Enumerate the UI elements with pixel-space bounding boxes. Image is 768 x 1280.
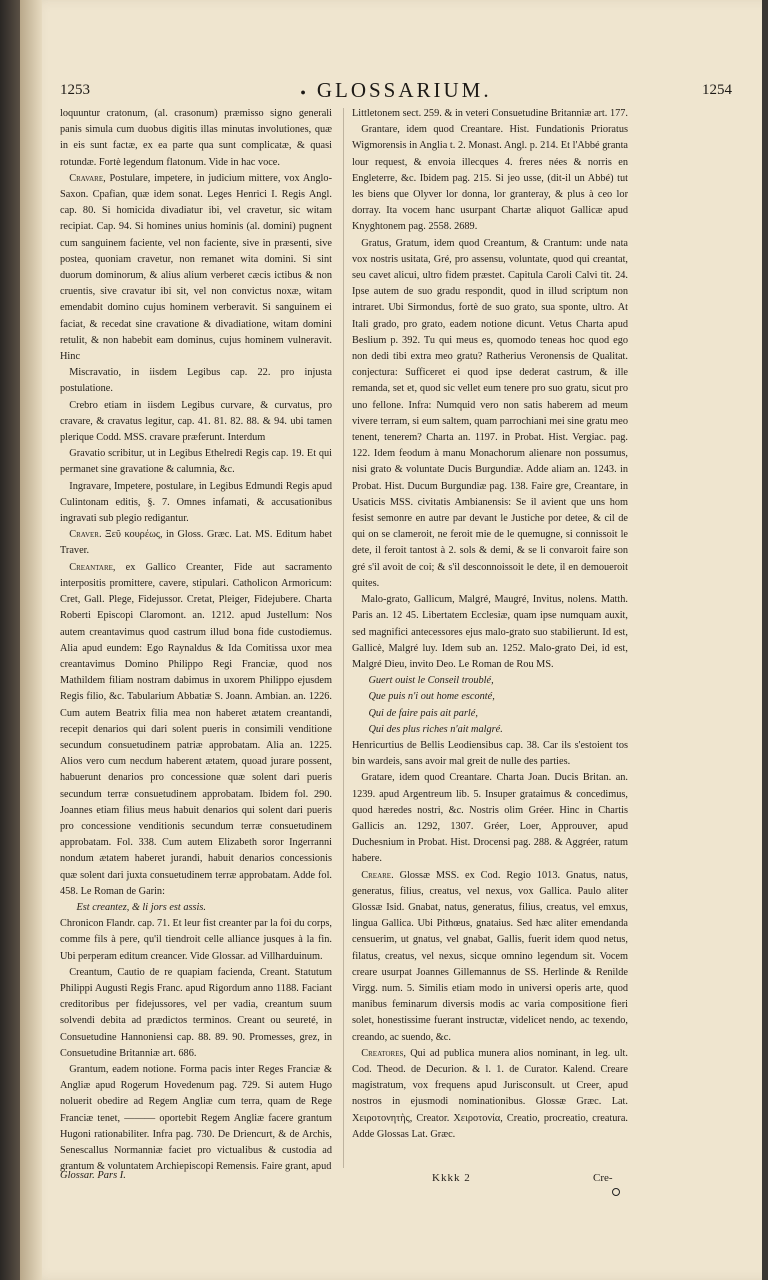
glossary-entry bbox=[352, 1046, 628, 1143]
gathering-signature: Kkkk 2 bbox=[432, 1172, 471, 1184]
entry-text: . Ξεῦ κουρέως, in Gloss. Græc. Lat. MS. Editum habet Traver. bbox=[60, 529, 332, 557]
entry-text: . Glossæ MSS. ex Cod. Regio 1013. Gnatus, natus, generatus, filius, creatus, vel nexus, vox Gallica. Paulo aliter Glossæ Isid. Gnabat, natus, generatus, filius, creatus, vel emxus, lingua Gallica. Ubi Pithœus, gnataius. Sed hæc aliter emendanda censuerim, ut gnatus, vel gnabat, Gallis, fuerit idem quod netus, filatus, creatus, vel nexus, sicque omnino legendum sit. Vocem creare usurpat Joannes Gillemannus de SS. Herlinde & Renilde Virgg. num. 5. Similis etiam modo in universi operis arte, quod manibus feminarum diversis modis ac varia compositione fieri solet, honestissime fuerant instructæ, videlicet nendo, ac texendo, creando, ac suendo, &c. bbox=[352, 869, 628, 1043]
text-paragraph: Chronicon Flandr. cap. 71. Et leur fist creanter par la foi du corps, comme fils à pere, qu'il tiendroit celle alliance jusques à la fin. Ubi perperam editum creancer. Vide Glossar. ad Villharduinum. bbox=[60, 918, 332, 962]
book-edge bbox=[0, 0, 20, 1280]
ornament-dot-icon: ● bbox=[300, 87, 309, 98]
page-title: GLOSSARIUM. bbox=[316, 78, 492, 102]
glossary-entry bbox=[60, 560, 332, 900]
running-head bbox=[60, 78, 732, 103]
entry-text: , ex Gallico Creanter, Fide aut sacramento interpositis promittere, cavere, stipulari. Catholicon Armoricum: Cret, Gall. Plege, Fidejussor. Cretat, Pleiger, Fidejubere. Charta Roberti Episcopi Claromont. an. 1212. apud Justellum: Nos autem creantavimus quod castrum illud bona fide custodiemus. Alia apud eundem: Ego Raynaldus & Ida Comitissa uxor mea creantavimus Domino Philippo Regi Franciæ, quod nos Mathildem filiam nostram dabimus in uxorem Philippo ejusdem Regis filio, &c. Tabularium Abbatiæ S. Joann. Ambian. an. 1226. Cum autem Beatrix filia mea non haberet ætatem creantandi, recepit denarios qui dari solent pueris in consimili venditione secundum consuetudinem patriæ approbatam. Alia an. 1225. Alios vero cum necdum haberent ætatem, quoad jurare possent, habuerunt denarios pro concessione quæ solent dari pueris secundum terræ consuetudinem approbatam. Ibidem fol. 290. Joannes etiam filius meus habuit denarios qui solent dari pueris pro concessione venditionis secundum terræ consuetudinem approbatam. Fol. 338. Cum autem Elizabeth soror Ingerranni nondum ætatem haberet jurandi, habuit denarios concessionis quæ solent dari juxta consuetudinem terræ approbatam. Adde fol. 458. Le Roman de Garin: bbox=[60, 561, 332, 897]
verse-line: Qui de faire pais ait parlé, bbox=[368, 707, 478, 719]
text-paragraph: Grantare, idem quod Creantare. Hist. Fundationis Prioratus Wigmorensis in Anglia t. 2. Monast. Angl. p. 214. Et l'Abbé granta lour request, & envoia illecques 4. freres nées & norris en Engleterre, &c. Ibidem pag. 215. Si jeo usse, (dit-il un Abbé) tut les biens que Olyver lor donna, lor granteray, & plus à ceo lor dorray. Ita vocem hanc usurpant Chartæ aliquot Gallicæ apud Knyghtonem pag. 2558. 2689. bbox=[352, 124, 628, 233]
catchword: Cre- bbox=[593, 1172, 613, 1184]
text-paragraph: Littletonem sect. 259. & in veteri Consuetudine Britanniæ art. 177. bbox=[352, 108, 628, 119]
entry-headword: Creatores bbox=[361, 1047, 404, 1059]
text-paragraph: Gratus, Gratum, idem quod Creantum, & Crantum: unde nata vox nostris usitata, Gré, pro assensu, voluntate, quod qui creantat, seu cavet alicui, ultro fidem præstet. Capitula Caroli Calvi tit. 24. Ipse autem de suo gradu respondit, quod in illud scriptum non intraret. Ubi Sirmondus, fortè de suo grato, sua sponte, ultro. At Itali grado, pro grato, eadem notione dicunt. Vetus Charta apud Beslium p. 392. Tu qui meus es, quomodo teneas hoc quod ego non dedi tibi extra meo gratu? Ratherius Veronensis de Qualitat. conjectura: Sufficeret ei quod ipse dederat castrum, & ille remanda, set et, quod sic vellet eum tenere pro suo gratu, sicut pro uno fellone. Infra: Numquid vero non satis haberem ad meum vivere terram, si eum saltem, quam parrochiani mei sine gratu meo tenent, tenerem? Charta an. 1197. in Probat. Hist. Vergiac. pag. 122. Idem feodum à manu Monachorum alienare non possumus, nisi grato & voluntate Ducis Burgundiæ. Adde aliam an. 1243. in Probat. Hist. Ducum Burgundiæ pag. 138. Faire gre, Creantare, in Usaticis MSS. civitatis Ambianensis: Se il avient que uns hom fesist semonre en autre par devant le Justiche por detee, & cil de qui on se clameroit, ne feroit mie de le quemugne, si connissoit le dete, il feroit tantost à 2. sols & demi, & se li convaroit faire son gré s'il avoit de coi; & s'il desconnoissoit le dete, il en demoueroit quites. bbox=[352, 237, 628, 589]
glossary-entry bbox=[352, 868, 628, 1046]
text-paragraph: Grantum, eadem notione. Forma pacis inter Reges Franciæ & Angliæ apud Rogerum Hovedenum pag. 729. Si autem Hugo noluerit obedire ad Regem Angliæ cum terra, quam de Rege Franciæ tenet, ——— oportebit Regem Angliæ facere grantum Hugoni rationabiliter. Infra pag. 730. De Driencurt, & de Archis, Senescallus Normanniæ faciet pro victualibus & custodia ad grantum & voluntatem Archiepiscopi Remensis. Faire grant, apud bbox=[60, 1063, 332, 1173]
right-text-column bbox=[352, 106, 628, 1172]
text-paragraph: Gravatio scribitur, ut in Legibus Ethelredi Regis cap. 19. Et qui permanet sine gravatione & calumnia, &c. bbox=[60, 448, 332, 476]
page-number-left: 1253 bbox=[60, 82, 90, 98]
glossary-entry bbox=[60, 171, 332, 365]
text-paragraph: Henricurtius de Bellis Leodiensibus cap. 38. Car ils s'estoient tos bin wardeis, sans avoir mal greit de nulle des parties. bbox=[352, 739, 628, 768]
glossary-entry bbox=[60, 527, 332, 559]
text-paragraph: Malo-grato, Gallicum, Malgré, Maugré, Invitus, nolens. Matth. Paris an. 12 45. Libertatem Ecclesiæ, quam ipse numquam auxit, sed magnifici antecessores ejus malo-grato suo stabilierunt. Id est, Gallicè, Malgré luy. Idem sub an. 1252. Malo-grato Dei, id est, Malgré Dieu, invito Deo. Le Roman de Rou MS. bbox=[352, 594, 628, 670]
page-number-right: 1254 bbox=[702, 82, 732, 98]
text-paragraph: Gratare, idem quod Creantare. Charta Joan. Ducis Britan. an. 1239. apud Argentreum lib. 5. Insuper grataimus & concedimus, quod hæredes nostri, &c. Nostris olim Gréer. Hinc in Chartis Gallicis an. 1292, 1307. Gréer, Loer, Approuver, apud Duchesnium in Probat. Hist. Drocensi pag. 288. & Aggréer, ratum habere. bbox=[352, 772, 628, 865]
verse-line: Que puis n'i out home esconté, bbox=[368, 691, 495, 703]
left-text-column bbox=[60, 106, 332, 1173]
text-paragraph: loquuntur cratonum, (al. crasonum) præmisso signo generali panis simula cum duobus digitis illas minutas involutiones, quæ in eis sunt factæ, ex ea parte qua sunt complicatæ, & quasi rotundæ. Fortè legendum flatonum. Vide in hac voce. bbox=[60, 108, 332, 168]
verse-line: Qui des plus riches n'ait malgré. bbox=[368, 723, 503, 735]
text-paragraph: Creantum, Cautio de re quapiam facienda, Creant. Statutum Philippi Augusti Regis Franc. apud Rigordum anno 1188. Faciant creditoribus per fidejussores, vel per vadia, creantum suum solvendi debita ad prædictos terminos. Creant ou seureté, in Consuetudine Hannoniensi cap. 88. 89. 90. Promesses, grez, in Consuetudine Britanniæ art. 686. bbox=[60, 966, 332, 1059]
verse-line: Est creantez, & li jors est assis. bbox=[76, 901, 206, 913]
verse-line: Guert ouist le Conseil troublé, bbox=[368, 675, 494, 687]
entry-text: , Qui ad publica munera alios nominant, in leg. ult. Cod. Theod. de Decurion. & l. 1. de Curator. Kalend. Creare magistratum, vox frequens apud Jurisconsult. ut Creer, apud nostros in ejusmodi nominationibus. Glossæ Græc. Lat. Χειροτονητὴς, Creator. Χειροτονία, Creatio, procreatio, creatura. Adde Glossas Lat. Græc. bbox=[352, 1047, 628, 1140]
page-header bbox=[60, 78, 732, 104]
entry-headword: Cravare bbox=[69, 172, 104, 184]
entry-headword: Creantare bbox=[69, 561, 113, 573]
text-paragraph: Miscravatio, in iisdem Legibus cap. 22. pro injusta postulatione. bbox=[60, 367, 332, 395]
entry-headword: Craver bbox=[69, 529, 99, 541]
entry-text: , Postulare, impetere, in judicium mittere, vox Anglo-Saxon. Cpafian, quæ idem sonat. Leges Henrici I. Regis Angl. cap. 80. Si homicida divadiatur ibi, vel cravetur, sic witam recipiat. Cap. 94. Si homines unius hominis (al. domini) pugnent cum sanguinem faciente, vel non faciente, sive in præsenti, sive postea, quoniam cravetur, non remanet wita domini. Si sint duorum dominorum, & alius alium verberet cæcis ictibus & non cruentis, sive cravatur ibi sit, vel non convictus noxæ, witam emendabit domino cujus hominem verberavit. Si sanguinem ei faciat, & recedat sine cravatione & divadiatione, witam domini retulit, & non habebit eam dominus, cujus hominem vulneravit. Hinc bbox=[60, 172, 332, 363]
text-paragraph: Crebro etiam in iisdem Legibus curvare, & curvatus, pro cravare, & cravatus legitur, cap. 41. 81. 82. 88. & 94. ubi tamen plerique Codd. MSS. cravare præferunt. Interdum bbox=[60, 399, 332, 444]
text-paragraph: Ingravare, Impetere, postulare, in Legibus Edmundi Regis apud Culintonam editis, §. 7. Omnes infamati, & accusationibus ingravati sub plegio redigantur. bbox=[60, 480, 332, 525]
signature-note: Glossar. Pars I. bbox=[60, 1170, 126, 1181]
ring-mark-icon bbox=[612, 1188, 620, 1196]
entry-headword: Creare bbox=[361, 869, 392, 881]
page-gutter-shadow bbox=[20, 0, 42, 1280]
column-rule bbox=[343, 108, 344, 1168]
